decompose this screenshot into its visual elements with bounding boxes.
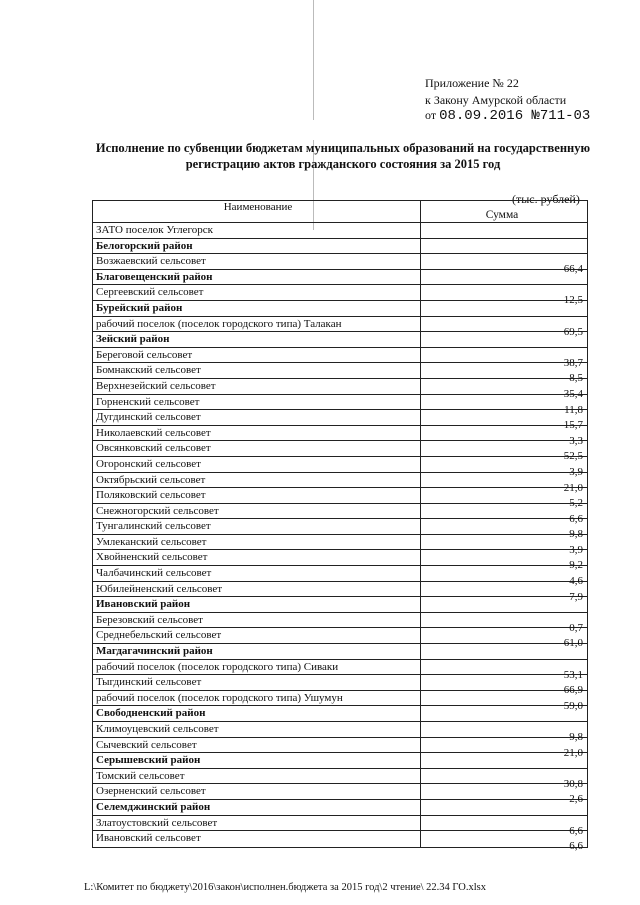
region-name: Ивановский район	[93, 597, 421, 612]
column-header-sum: Сумма	[485, 209, 519, 221]
municipality-name: Огоронский сельсовет	[93, 457, 421, 472]
municipality-name: Среднебельский сельсовет	[93, 628, 421, 643]
file-path-footer: L:\Комитет по бюджету\2016\закон\исполнен.бюджета за 2015 год\2 чтение\ 22.34 ГО.xlsx	[84, 882, 486, 893]
municipality-name: Ивановский сельсовет	[93, 831, 421, 847]
region-name: Бурейский район	[93, 301, 421, 316]
sum-value	[421, 605, 587, 620]
sum-value	[421, 808, 587, 823]
sum-value: 61,0	[563, 637, 583, 650]
municipality-name: Верхнезейский сельсовет	[93, 379, 421, 394]
region-name: Свободненский район	[93, 706, 421, 721]
municipality-name: Умлеканский сельсовет	[93, 535, 421, 550]
region-name: Селемджинский район	[93, 800, 421, 815]
municipality-name: Снежногорский сельсовет	[93, 504, 421, 519]
municipality-name: Николаевский сельсовет	[93, 426, 421, 441]
sum-value: 4,6	[569, 575, 583, 588]
municipality-name: Березовский сельсовет	[93, 613, 421, 628]
law-date-prefix: от	[425, 108, 437, 122]
sum-value	[421, 231, 587, 246]
sum-value: 38,7	[563, 356, 583, 369]
sum-value: 11,8	[564, 403, 583, 416]
sum-value: 5,2	[569, 497, 583, 510]
sum-value: 7,9	[569, 590, 583, 603]
sum-value	[421, 278, 587, 293]
municipality-name: Климоуцевский сельсовет	[93, 722, 421, 737]
sum-value: 30,8	[563, 777, 583, 790]
municipality-name: Овсянковский сельсовет	[93, 441, 421, 456]
municipality-name: Сергеевский сельсовет	[93, 285, 421, 300]
sum-value: 6,6	[569, 840, 583, 853]
municipality-name: Златоустовский сельсовет	[93, 816, 421, 831]
municipality-name: Хвойненский сельсовет	[93, 550, 421, 565]
sum-value: 9,2	[569, 559, 583, 572]
municipality-name: Томский сельсовет	[93, 769, 421, 784]
sum-value: 21,0	[563, 746, 583, 759]
municipality-name: рабочий поселок (поселок городского типа) Талакан	[93, 317, 421, 332]
sum-value: 0,7	[569, 621, 583, 634]
sum-value: 53,1	[563, 668, 583, 681]
region-name: Белогорский район	[93, 239, 421, 254]
law-reference: к Закону Амурской области	[425, 93, 567, 107]
sum-value: 69,5	[563, 325, 583, 338]
municipality-name: Октябрьский сельсовет	[93, 473, 421, 488]
sum-value: 3,9	[569, 465, 583, 478]
region-name: Магдагачинский район	[93, 644, 421, 659]
sum-value: 12,5	[563, 294, 583, 307]
municipality-name: Тыгдинский сельсовет	[93, 675, 421, 690]
sum-value: 3,3	[569, 434, 583, 447]
table-header-row	[93, 201, 587, 223]
law-date-value: 08.09.2016 №711-03	[439, 108, 591, 124]
sum-value	[421, 309, 587, 324]
sum-value: 9,8	[569, 528, 583, 541]
municipality-name: Озерненский сельсовет	[93, 784, 421, 799]
municipality-name: ЗАТО поселок Углегорск	[93, 223, 421, 238]
sum-value	[421, 247, 587, 262]
document-title: Исполнение по субвенции бюджетам муниципальных образований на государственную регистрацию актов гражданского состояния за 2015 год	[95, 141, 591, 171]
sum-value	[421, 652, 587, 667]
municipality-name: Чалбачинский сельсовет	[93, 566, 421, 581]
appendix-number: Приложение № 22	[425, 76, 519, 90]
scan-fold-line-top	[313, 0, 314, 120]
table-body	[93, 223, 587, 853]
municipality-name: Сычевский сельсовет	[93, 738, 421, 753]
sum-value: 2,6	[569, 793, 583, 806]
municipality-name: Горненский сельсовет	[93, 395, 421, 410]
sum-value	[421, 761, 587, 776]
municipality-name: Дугдинский сельсовет	[93, 410, 421, 425]
municipality-name: рабочий поселок (поселок городского типа) Сиваки	[93, 660, 421, 675]
sum-value: 9,8	[569, 731, 583, 743]
region-name: Серышевский район	[93, 753, 421, 768]
sum-value: 6,6	[569, 512, 583, 525]
municipality-name: рабочий поселок (поселок городского типа) Ушумун	[93, 691, 421, 706]
sum-value: 21,0	[563, 481, 583, 494]
table-row	[93, 223, 587, 239]
sum-value: 8,5	[569, 372, 583, 385]
law-date	[425, 108, 590, 123]
region-name: Благовещенский район	[93, 270, 421, 285]
sum-value: 3,9	[569, 543, 583, 556]
region-name: Зейский район	[93, 332, 421, 347]
sum-value: 6,6	[569, 824, 583, 837]
sum-value: 66,9	[563, 684, 583, 697]
sum-value: 15,7	[563, 419, 583, 432]
municipality-name: Поляковский сельсовет	[93, 488, 421, 503]
unit-label: (тыс. рублей)	[512, 192, 580, 206]
municipality-name: Юбилейненский сельсовет	[93, 582, 421, 597]
sum-value: 52,5	[563, 450, 583, 463]
column-header-name: Наименование	[93, 201, 421, 222]
budget-table	[92, 200, 588, 853]
sum-value: 35,4	[563, 387, 583, 400]
municipality-name: Бомнакский сельсовет	[93, 363, 421, 378]
municipality-name: Возжаевский сельсовет	[93, 254, 421, 269]
sum-value	[421, 714, 587, 729]
sum-value: 59,0	[563, 699, 583, 712]
sum-value	[421, 340, 587, 355]
sum-value: 66,4	[563, 263, 583, 276]
municipality-name: Тунгалинский сельсовет	[93, 519, 421, 534]
municipality-name: Береговой сельсовет	[93, 348, 421, 363]
